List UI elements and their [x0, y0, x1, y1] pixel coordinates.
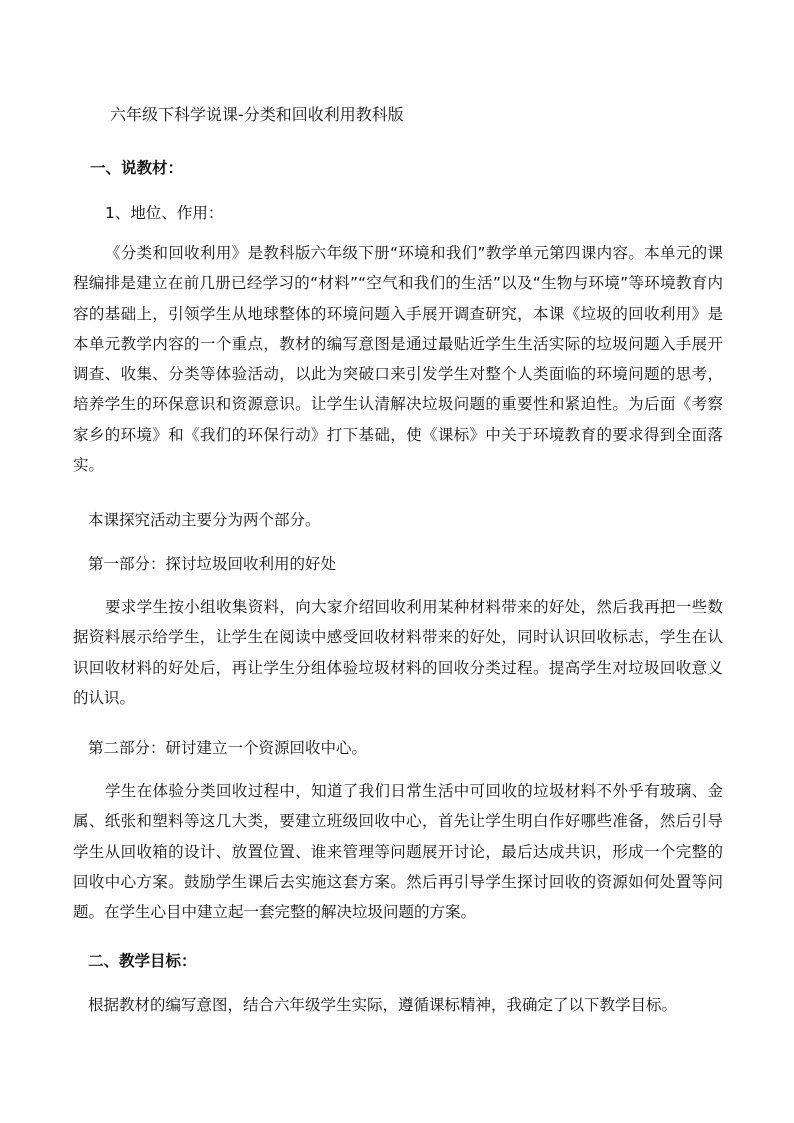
part-1-title: 第一部分：探讨垃圾回收利用的好处 — [88, 555, 337, 573]
parts-intro-line: 本课探究活动主要分为两个部分。 — [88, 511, 321, 529]
document-title: 六年级下科学说课-分类和回收利用教科版 — [110, 105, 404, 124]
section-2-heading: 二、教学目标： — [88, 952, 197, 970]
subsection-1-heading: 1、地位、作用： — [105, 204, 224, 222]
section-1-heading: 一、说教材： — [90, 159, 184, 177]
part-2-paragraph: 学生在体验分类回收过程中，知道了我们日常生活中可回收的垃圾材料不外乎有玻璃、金属、纸张和塑料等这几大类，要建立班级回收中心，首先让学生明白作好哪些准备，然后引导学生从回收箱的设计、放置位置、谁来管理等问题展开讨论，最后达成共识，形成一个完整的回收中心方案。鼓励学生课后去实施这套方案。然后再引导学生探讨回收的资源如何处置等问题。在学生心目中建立起一套完整的解决垃圾问题的方案。 — [73, 782, 723, 922]
part-1-paragraph: 要求学生按小组收集资料，向大家介绍回收利用某种材料带来的好处，然后我再把一些数据资料展示给学生，让学生在阅读中感受回收材料带来的好处，同时认识回收标志，学生在认识回收材料的好处后，再让学生分组体验垃圾材料的回收分类过程。提高学生对垃圾回收意义的认识。 — [73, 598, 723, 707]
part-2-title: 第二部分：研讨建立一个资源回收中心。 — [88, 739, 368, 757]
section-2-paragraph: 根据教材的编写意图，结合六年级学生实际，遵循课标精神，我确定了以下教学目标。 — [88, 996, 678, 1014]
section-1-paragraph-1: 《分类和回收利用》是教科版六年级下册“环境和我们”教学单元第四课内容。本单元的课程编排是建立在前几册已经学习的“材料”“空气和我们的生活”以及“生物与环境”等环境教育内容的基础上，引领学生从地球整体的环境问题入手展开调查研究，本课《垃圾的回收利用》是本单元教学内容的一个重点，教材的编写意图是通过最贴近学生生活实际的垃圾问题入手展开调查、收集、分类等体验活动，以此为突破口来引发学生对整个人类面临的环境问题的思考，培养学生的环保意识和资源意识。让学生认清解决垃圾问题的重要性和紧迫性。为后面《考察家乡的环境》和《我们的环保行动》打下基础，使《课标》中关于环境教育的要求得到全面落实。 — [73, 244, 723, 475]
